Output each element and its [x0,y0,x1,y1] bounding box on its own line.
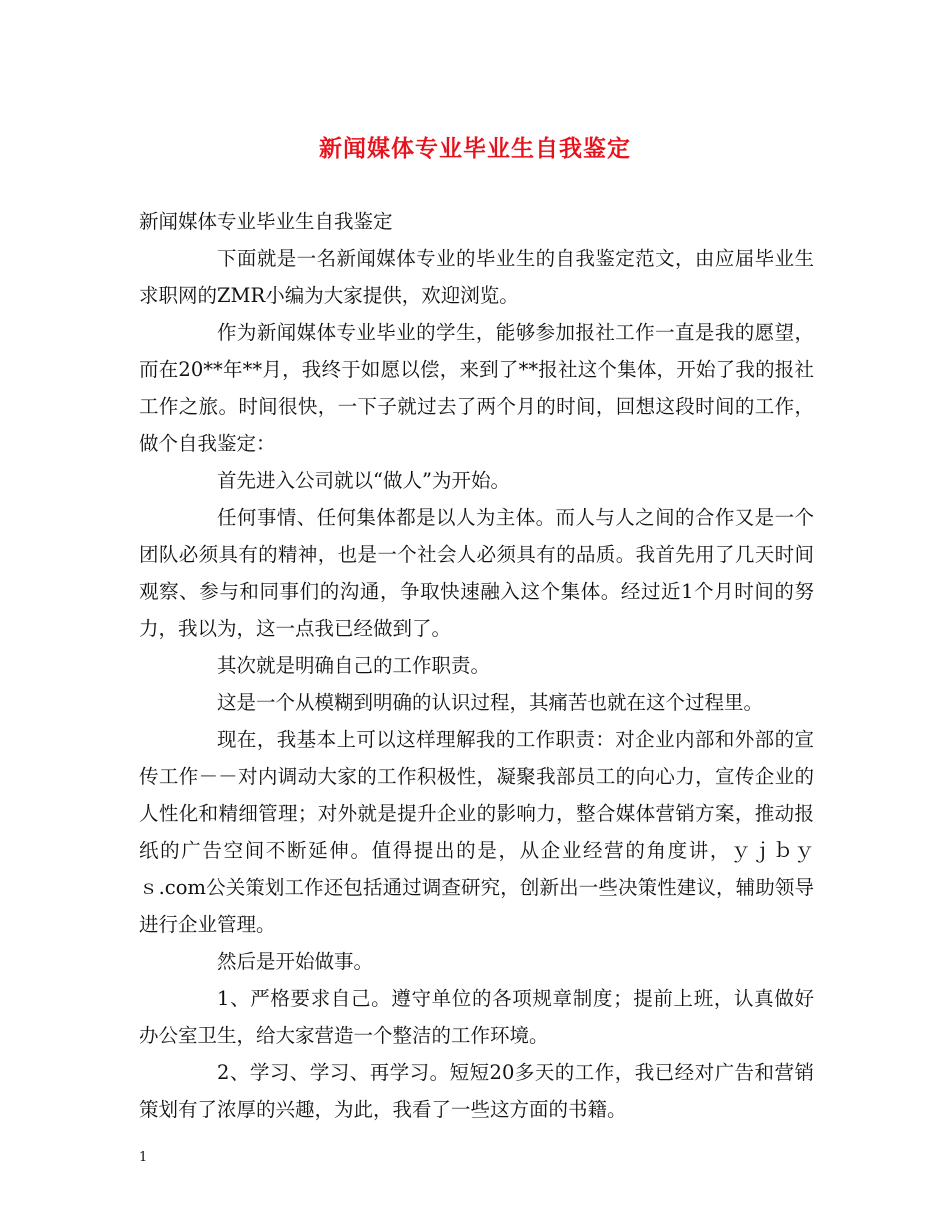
paragraph: 1、严格要求自己。遵守单位的各项规章制度；提前上班，认真做好办公室卫生，给大家营造一个整洁的工作环境。 [139,987,814,1047]
paragraph: 然后是开始做事。 [217,950,374,973]
page-number: 1 [139,1150,148,1165]
paragraph: 任何事情、任何集体都是以人为主体。而人与人之间的合作又是一个团队必须具有的精神，也是一个社会人必须具有的品质。我首先用了几天时间观察、参与和同事们的沟通，争取快速融入这个集体。经过近1个月时间的努力，我以为，这一点我已经做到了。 [139,506,814,640]
document-title: 新闻媒体专业毕业生自我鉴定 [319,135,631,162]
paragraph: 首先进入公司就以“做人”为开始。 [217,469,510,492]
paragraph: 新闻媒体专业毕业生自我鉴定 [139,210,393,233]
paragraph: 其次就是明确自己的工作职责。 [217,654,491,677]
paragraph: 下面就是一名新闻媒体专业的毕业生的自我鉴定范文，由应届毕业生求职网的ZMR小编为大家提供，欢迎浏览。 [139,247,814,307]
paragraph: 作为新闻媒体专业毕业的学生，能够参加报社工作一直是我的愿望，而在20**年**月，我终于如愿以偿，来到了**报社这个集体，开始了我的报社工作之旅。时间很快，一下子就过去了两个月的时间，回想这段时间的工作，做个自我鉴定： [139,321,814,455]
paragraph: 2、学习、学习、再学习。短短20多天的工作，我已经对广告和营销策划有了浓厚的兴趣，为此，我看了一些这方面的书籍。 [139,1061,814,1121]
paragraph: 现在，我基本上可以这样理解我的工作职责：对企业内部和外部的宣传工作－－对内调动大家的工作积极性，凝聚我部员工的向心力，宣传企业的人性化和精细管理；对外就是提升企业的影响力，整合媒体营销方案，推动报纸的广告空间不断延伸。值得提出的是，从企业经营的角度讲，ｙｊｂｙｓ.com公关策划工作还包括通过调查研究，创新出一些决策性建议，辅助领导进行企业管理。 [139,728,814,936]
document-body [139,203,814,1128]
paragraph: 这是一个从模糊到明确的认识过程，其痛苦也就在这个过程里。 [217,691,764,714]
